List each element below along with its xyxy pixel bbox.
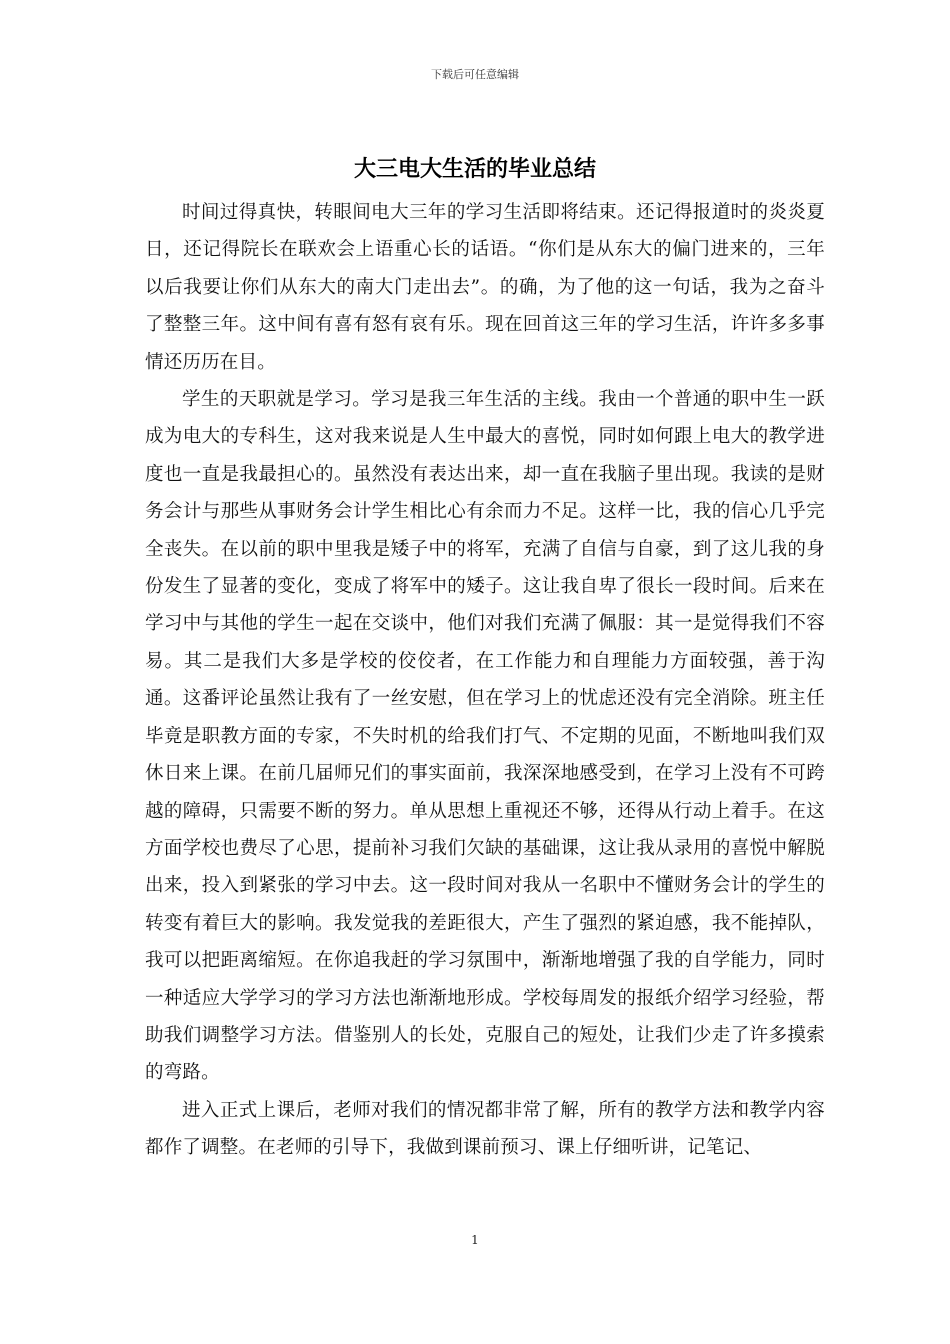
page-number: 1 xyxy=(471,1233,479,1247)
document-body xyxy=(145,194,825,1167)
paragraph-study: 学生的天职就是学习。学习是我三年生活的主线。我由一个普通的职中生一跃成为电大的专科生，这对我来说是人生中最大的喜悦，同时如何跟上电大的教学进度也一直是我最担心的。虽然没有表达出来，却一直在我脑子里出现。我读的是财务会计与那些从事财务会计学生相比心有余而力不足。这样一比，我的信心几乎完全丧失。在以前的职中里我是矮子中的将军，充满了自信与自豪，到了这儿我的身份发生了显著的变化，变成了将军中的矮子。这让我自卑了很长一段时间。后来在学习中与其他的学生一起在交谈中，他们对我们充满了佩服：其一是觉得我们不容易。其二是我们大多是学校的佼佼者，在工作能力和自理能力方面较强，善于沟通。这番评论虽然让我有了一丝安慰，但在学习上的忧虑还没有完全消除。班主任毕竟是职教方面的专家，不失时机的给我们打气、不定期的见面，不断地叫我们双休日来上课。在前几届师兄们的事实面前，我深深地感受到，在学习上没有不可跨越的障碍，只需要不断的努力。单从思想上重视还不够，还得从行动上着手。在这方面学校也费尽了心思，提前补习我们欠缺的基础课，这让我从录用的喜悦中解脱出来，投入到紧张的学习中去。这一段时间对我从一名职中不懂财务会计的学生的转变有着巨大的影响。我发觉我的差距很大，产生了强烈的紧迫感，我不能掉队，我可以把距离缩短。在你追我赶的学习氛围中，渐渐地增强了我的自学能力，同时一种适应大学学习的学习方法也渐渐地形成。学校每周发的报纸介绍学习经验，帮助我们调整学习方法。借鉴别人的长处，克服自己的短处，让我们少走了许多摸索的弯路。 xyxy=(145,389,825,1084)
page-header: 下载后可任意编辑 xyxy=(431,68,519,81)
paragraph-classes: 进入正式上课后，老师对我们的情况都非常了解，所有的教学方法和教学内容都作了调整。在老师的引导下，我做到课前预习、课上仔细听讲，记笔记、 xyxy=(145,1099,825,1159)
paragraph-intro: 时间过得真快，转眼间电大三年的学习生活即将结束。还记得报道时的炎炎夏日，还记得院长在联欢会上语重心长的话语。“你们是从东大的偏门进来的，三年以后我要让你们从东大的南大门走出去”。的确，为了他的这一句话，我为之奋斗了整整三年。这中间有喜有怒有哀有乐。现在回首这三年的学习生活，许许多多事情还历历在目。 xyxy=(145,202,825,373)
document-title: 大三电大生活的毕业总结 xyxy=(353,157,596,182)
